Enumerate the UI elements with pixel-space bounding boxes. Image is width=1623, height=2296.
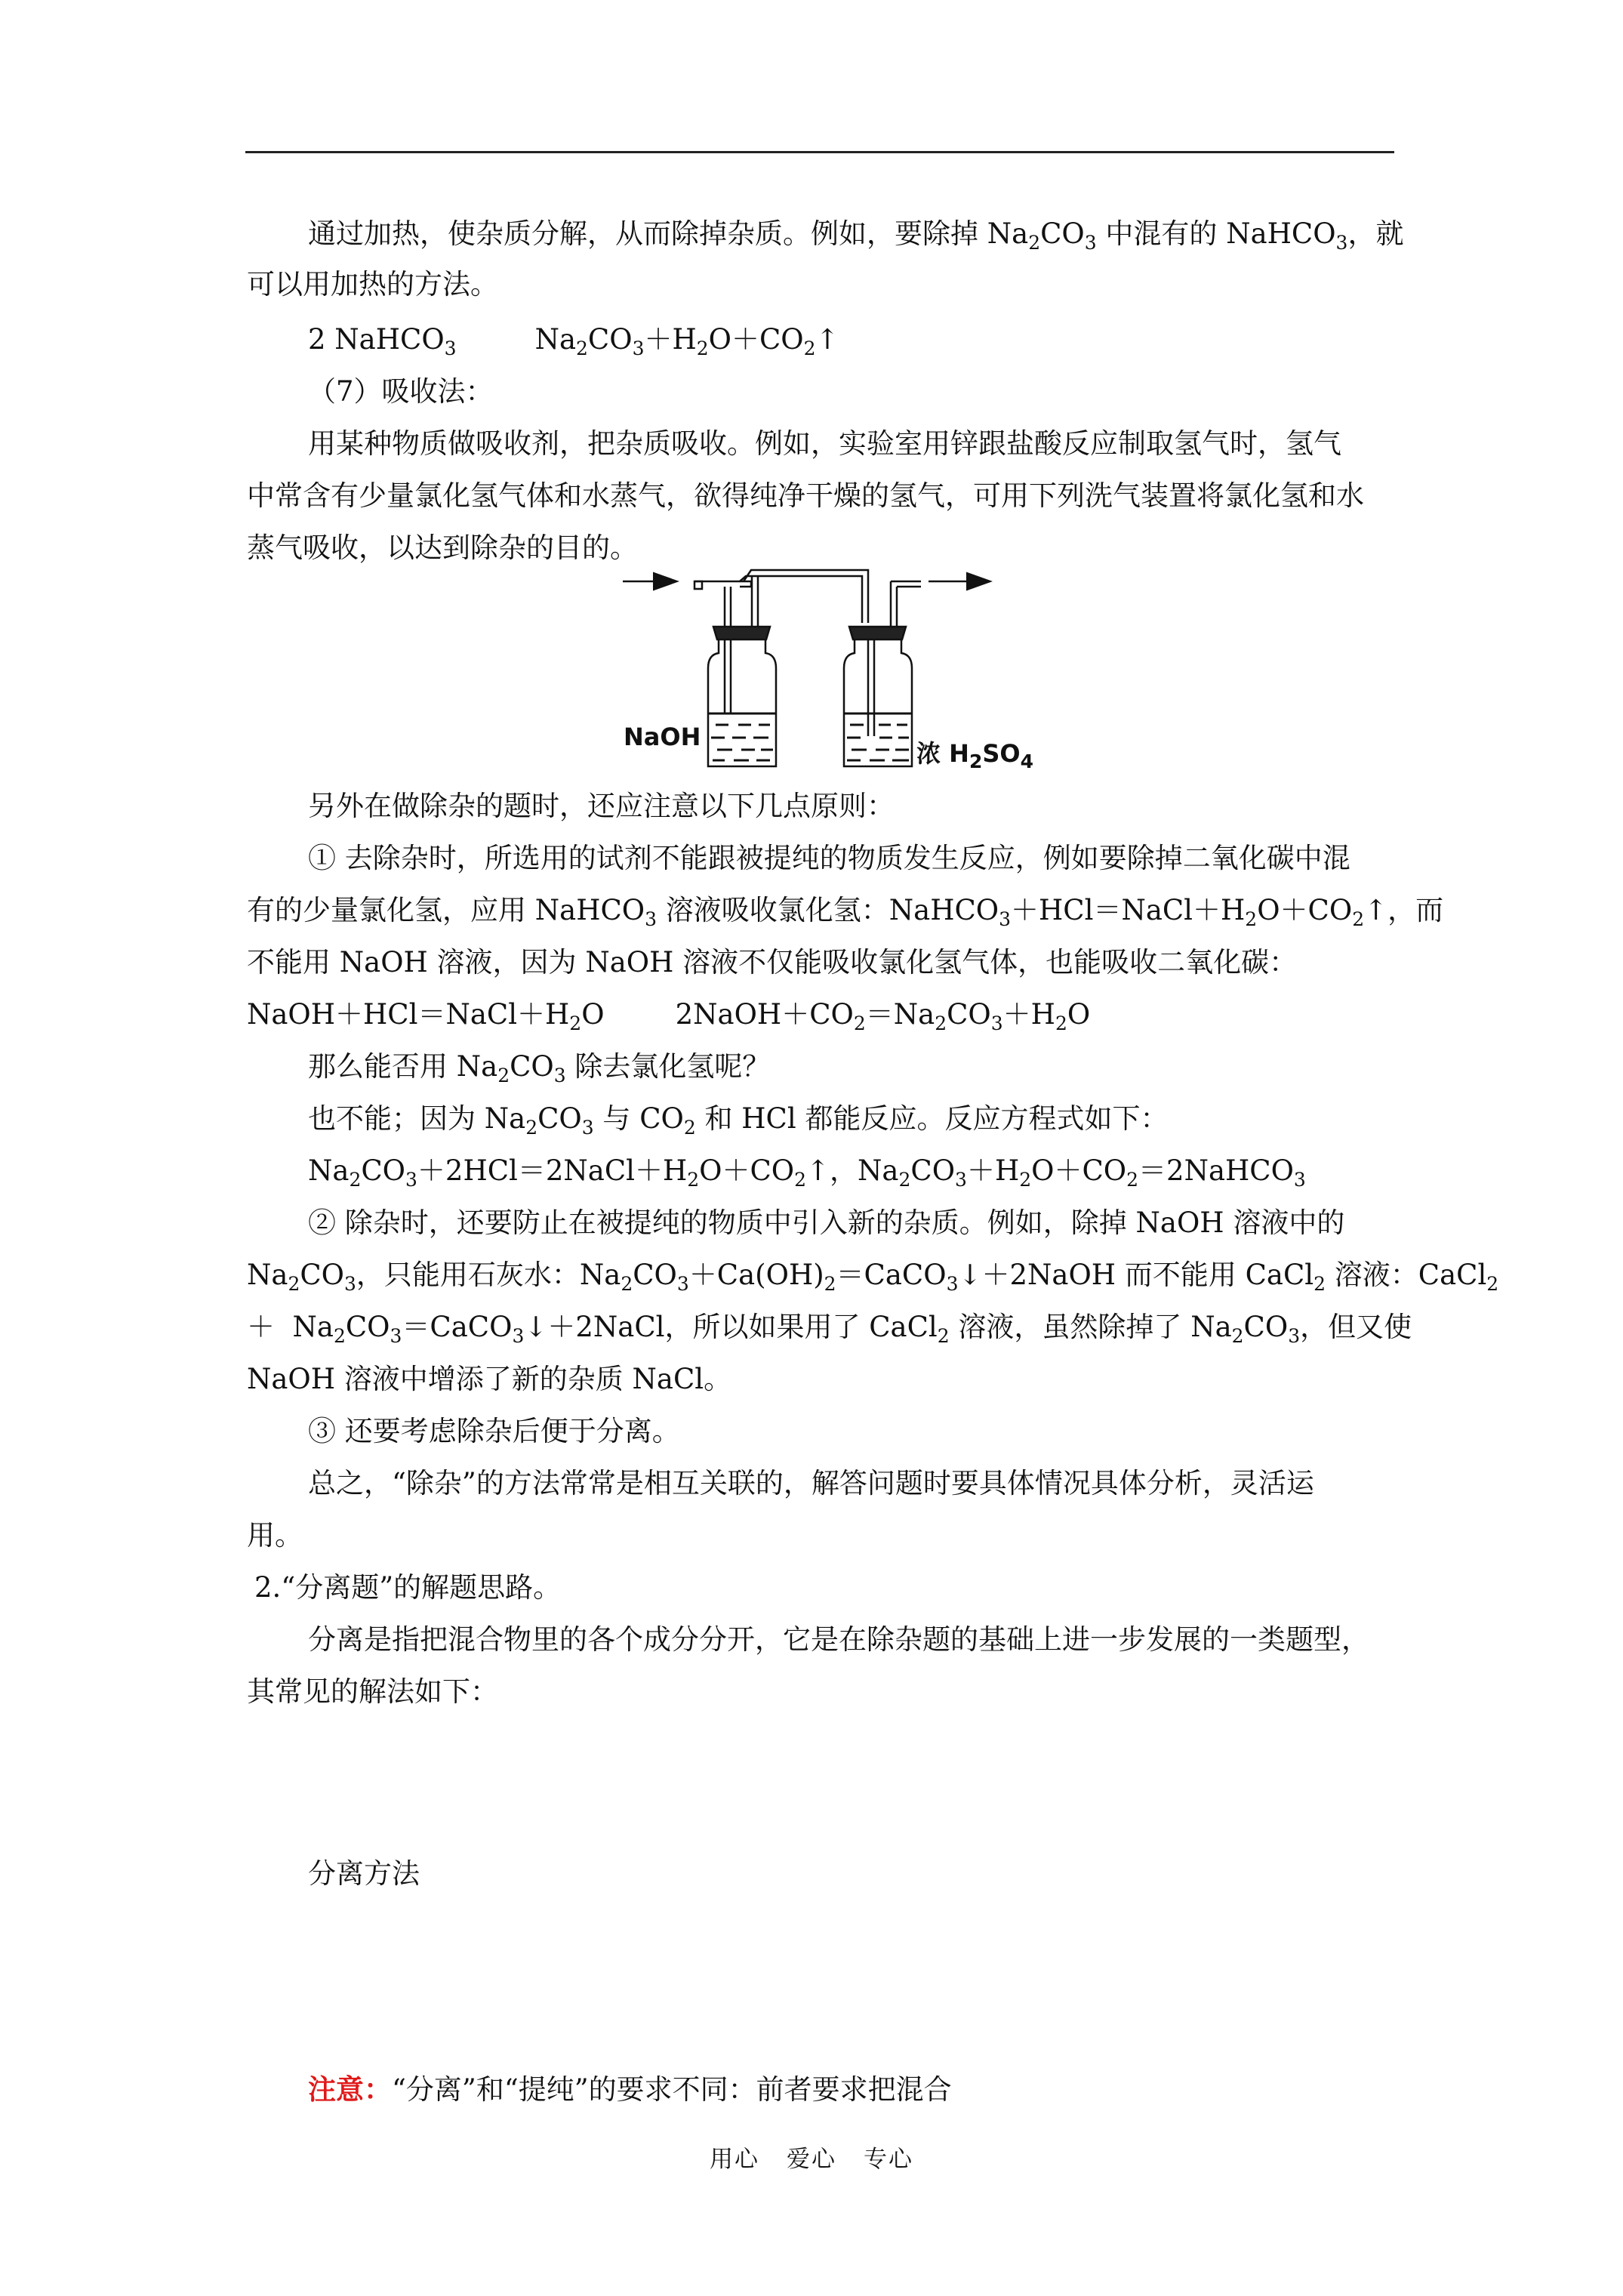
note-text: “分离”和“提纯”的要求不同：前者要求把混合 — [392, 2073, 952, 2106]
left-liquid — [708, 713, 776, 760]
label-separation-methods: 分离方法 — [308, 1857, 420, 1890]
rule-2-line-4: NaOH 溶液中增添了新的杂质 NaCl。 — [247, 1363, 732, 1395]
note-line — [308, 2070, 952, 2109]
gas-washing-apparatus-figure — [619, 562, 1042, 774]
left-stopper — [713, 627, 770, 639]
label-conc-h2so4: 浓 $H_2SO_4$ — [916, 739, 1033, 772]
paragraph-separation-1: 分离是指把混合物里的各个成分分开，它是在除杂题的基础上进一步发展的一类题型， — [308, 1623, 1369, 1656]
paragraph-absorption-1: 用某种物质做吸收剂，把杂质吸收。例如，实验室用锌跟盐酸反应制取氢气时，氢气 — [308, 427, 1341, 460]
paragraph-summary-1: 总之，“除杂”的方法常常是相互关联的，解答问题时要具体情况具体分析，灵活运 — [308, 1467, 1314, 1499]
rule-1-line-1: ① 去除杂时，所选用的试剂不能跟被提纯的物质发生反应，例如要除掉二氧化碳中混 — [308, 842, 1350, 874]
rule-1-line-3: 不能用 NaOH 溶液，因为 NaOH 溶液不仅能吸收氯化氢气体，也能吸收二氧化碳： — [247, 946, 1298, 978]
paragraph-heating: 通过加热，使杂质分解，从而除掉杂质。例如，要除掉 $Na_2CO_3$ 中混有的 NaHCO$_3$，就 — [308, 217, 1404, 254]
question-na2co3: 那么能否用 $Na_2CO_3$ 除去氯化氢呢？ — [308, 1050, 771, 1086]
paragraph-summary-2: 用。 — [247, 1519, 303, 1552]
paragraph-absorption-3: 蒸气吸收，以达到除杂的目的。 — [247, 532, 638, 564]
paragraph-principles: 另外在做除杂的题时，还应注意以下几点原则： — [308, 790, 895, 822]
page-footer: 用心 爱心 专心 — [710, 2146, 913, 2173]
paragraph-heating-cont: 可以用加热的方法。 — [247, 268, 498, 300]
paragraph-separation-2: 其常见的解法如下： — [247, 1675, 498, 1708]
right-stopper — [849, 627, 906, 639]
heading-separation: 2.“分离题”的解题思路。 — [254, 1571, 562, 1604]
right-bottle — [844, 639, 912, 766]
header-rule — [245, 151, 1394, 153]
heading-absorption: （7）吸收法： — [308, 375, 494, 408]
rule-1-line-2: 有的少量氯化氢，应用 NaHCO$_3$ 溶液吸收氯化氢：$NaHCO_3+HCl=NaCl+H_2O+CO_2↑$，而 — [247, 894, 1444, 930]
right-liquid — [844, 713, 912, 760]
label-naoh: NaOH — [624, 723, 701, 751]
rule-2-line-1: ② 除杂时，还要防止在被提纯的物质中引入新的杂质。例如，除掉 NaOH 溶液中的 — [308, 1207, 1345, 1239]
rule-2-line-2: $Na_2CO_3$，只能用石灰水：$Na_2CO_3+Ca(OH)_2=CaCO_3↓+2NaOH$ 而不能用 CaCl$_2$ 溶液：CaCl$_2$ — [247, 1259, 1499, 1295]
answer-na2co3: 也不能；因为 $Na_2CO_3$ 与 $CO_2$ 和 HCl 都能反应。反应方程式如下： — [308, 1102, 1169, 1139]
paragraph-absorption-2: 中常含有少量氯化氢气体和水蒸气，欲得纯净干燥的氢气，可用下列洗气装置将氯化氢和水 — [247, 479, 1364, 512]
equation-na2co3: $Na_2CO_3+2HCl=2NaCl+H_2O+CO_2↑$，$Na_2CO_3+H_2O+CO_2=2NaHCO_3$ — [308, 1154, 1306, 1191]
equation-naoh: $NaOH+HCl=NaCl+H_2O$ $2NaOH+CO_2=Na_2CO_3+H_2O$ — [247, 998, 1091, 1034]
left-bottle — [708, 639, 776, 766]
rule-2-line-3: ＋ $Na_2CO_3=CaCO_3↓+2NaCl$，所以如果用了 CaCl$_2$ 溶液，虽然除掉了 $Na_2CO_3$，但又使 — [247, 1311, 1412, 1347]
note-label: 注意： — [308, 2073, 392, 2106]
rule-3: ③ 还要考虑除杂后便于分离。 — [308, 1415, 680, 1447]
equation-decomposition: 2 NaHCO$_3$ $Na_2CO_3+H_2O+CO_2↑$ — [308, 323, 839, 359]
